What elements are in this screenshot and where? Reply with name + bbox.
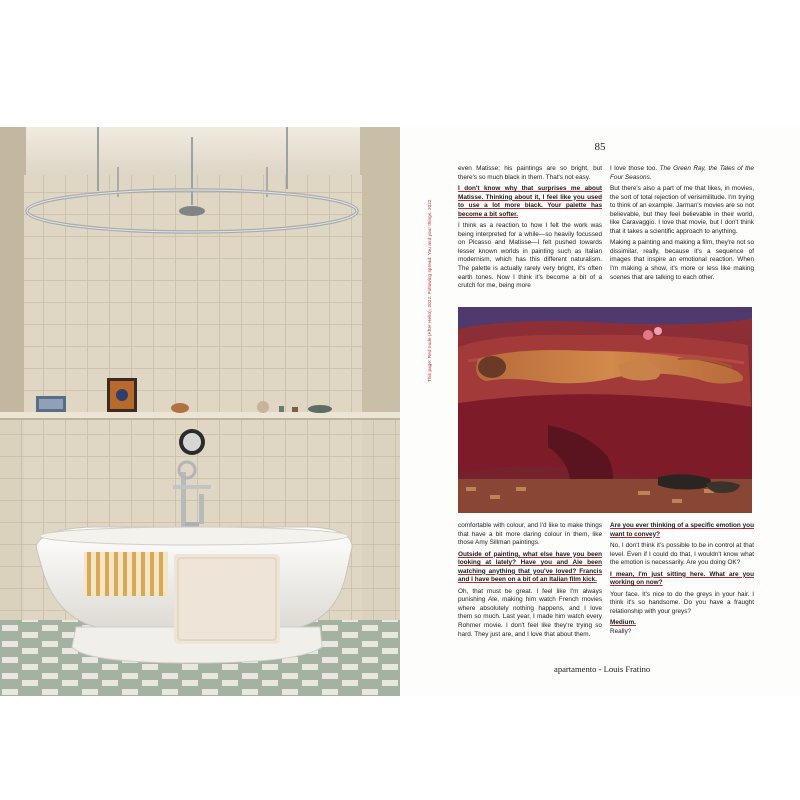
interview-question: Outside of painting, what else have you been looking at lately? Have you and Ale been watching anything that you've loved? Francis and I have been on a bit of an Italian film kick. [458, 550, 602, 584]
bathroom-photo [0, 127, 400, 696]
column-bottom-left [458, 522, 602, 642]
interview-question: Are you ever thinking of a specific emotion you want to convey? [610, 522, 754, 538]
paragraph: Making a painting and making a film, they're not so dissimilar, really, because it's a sequence of images that inspire an emotional reaction. When I'm making a show, it's more or less like making scenes that are talking to each other. [610, 239, 754, 281]
interview-question: I don't know why that surprises me about Matisse. Thinking about it, I feel like you used to use a lot more black. Your palette has become a bit softer. [458, 185, 602, 218]
paragraph: comfortable with colour, and I'd like to make things that have a bit more daring colour in them, like those Amy Sillman paintings. [458, 522, 602, 547]
column-top-right [610, 165, 754, 285]
page-number: 85 [594, 141, 606, 153]
paragraph [610, 165, 754, 182]
interview-question: I mean, I'm just sitting here. What are you working on now? [610, 570, 754, 587]
painting-red-nude [458, 307, 752, 513]
image-caption: This page: Red nude (After Helio), 2022. Following spread: You and your things, 2022 [427, 199, 432, 382]
paragraph: Really? [610, 628, 632, 636]
paragraph: But there's also a part of me that likes, in movies, the sort of total rejection of verisimilitude. I'm trying to think of an example. Jarman's movies are so not believable, but they feel believable in their world, like Caravaggio. I love that movie, but I don't think that it takes a scientific approach to anything. [610, 185, 755, 235]
interview-question: Medium. [610, 619, 636, 627]
column-top-left [458, 165, 602, 294]
paragraph: Your face. It's nice to do the greys in your hair. I think it's so handsome. Do you have a fraught relationship with your greys? [610, 590, 754, 615]
film-titles: The Green Ray, the Tales of the Four Seasons. [610, 165, 754, 181]
running-footer: apartamento - Louis Fratino [554, 664, 651, 674]
column-bottom-right [610, 522, 754, 640]
paragraph: I think as a reaction to how I felt the work was being interpreted for a while—so heavily focussed on Picasso and Matisse—I felt pushed towards lesser known worlds in painting such as Italian modernism, which has this different naturalism. The palette is actually rarely very bright, it's often earth tones. Now I think it's become a bit of a crutch for me, being more [458, 222, 602, 290]
paragraph-lead: I love those too. [610, 165, 660, 172]
paragraph: No, I don't think it's possible to be in control at that level. Even if I could do that, I wouldn't know what the emotion is necessarily. Are you doing OK? [610, 542, 754, 567]
paragraph: even Matisse; his paintings are so bright, but there's so much black in them. That's not easy. [458, 165, 602, 181]
paragraph: Oh, that must be great. I feel like I'm always punishing Ale, making him watch French movies where absolutely nothing happens, and I love them so much. Last year, I made him watch every Rohmer movie. I don't feel like they're trying so hard. They just are, and I love that about them. [458, 587, 602, 638]
